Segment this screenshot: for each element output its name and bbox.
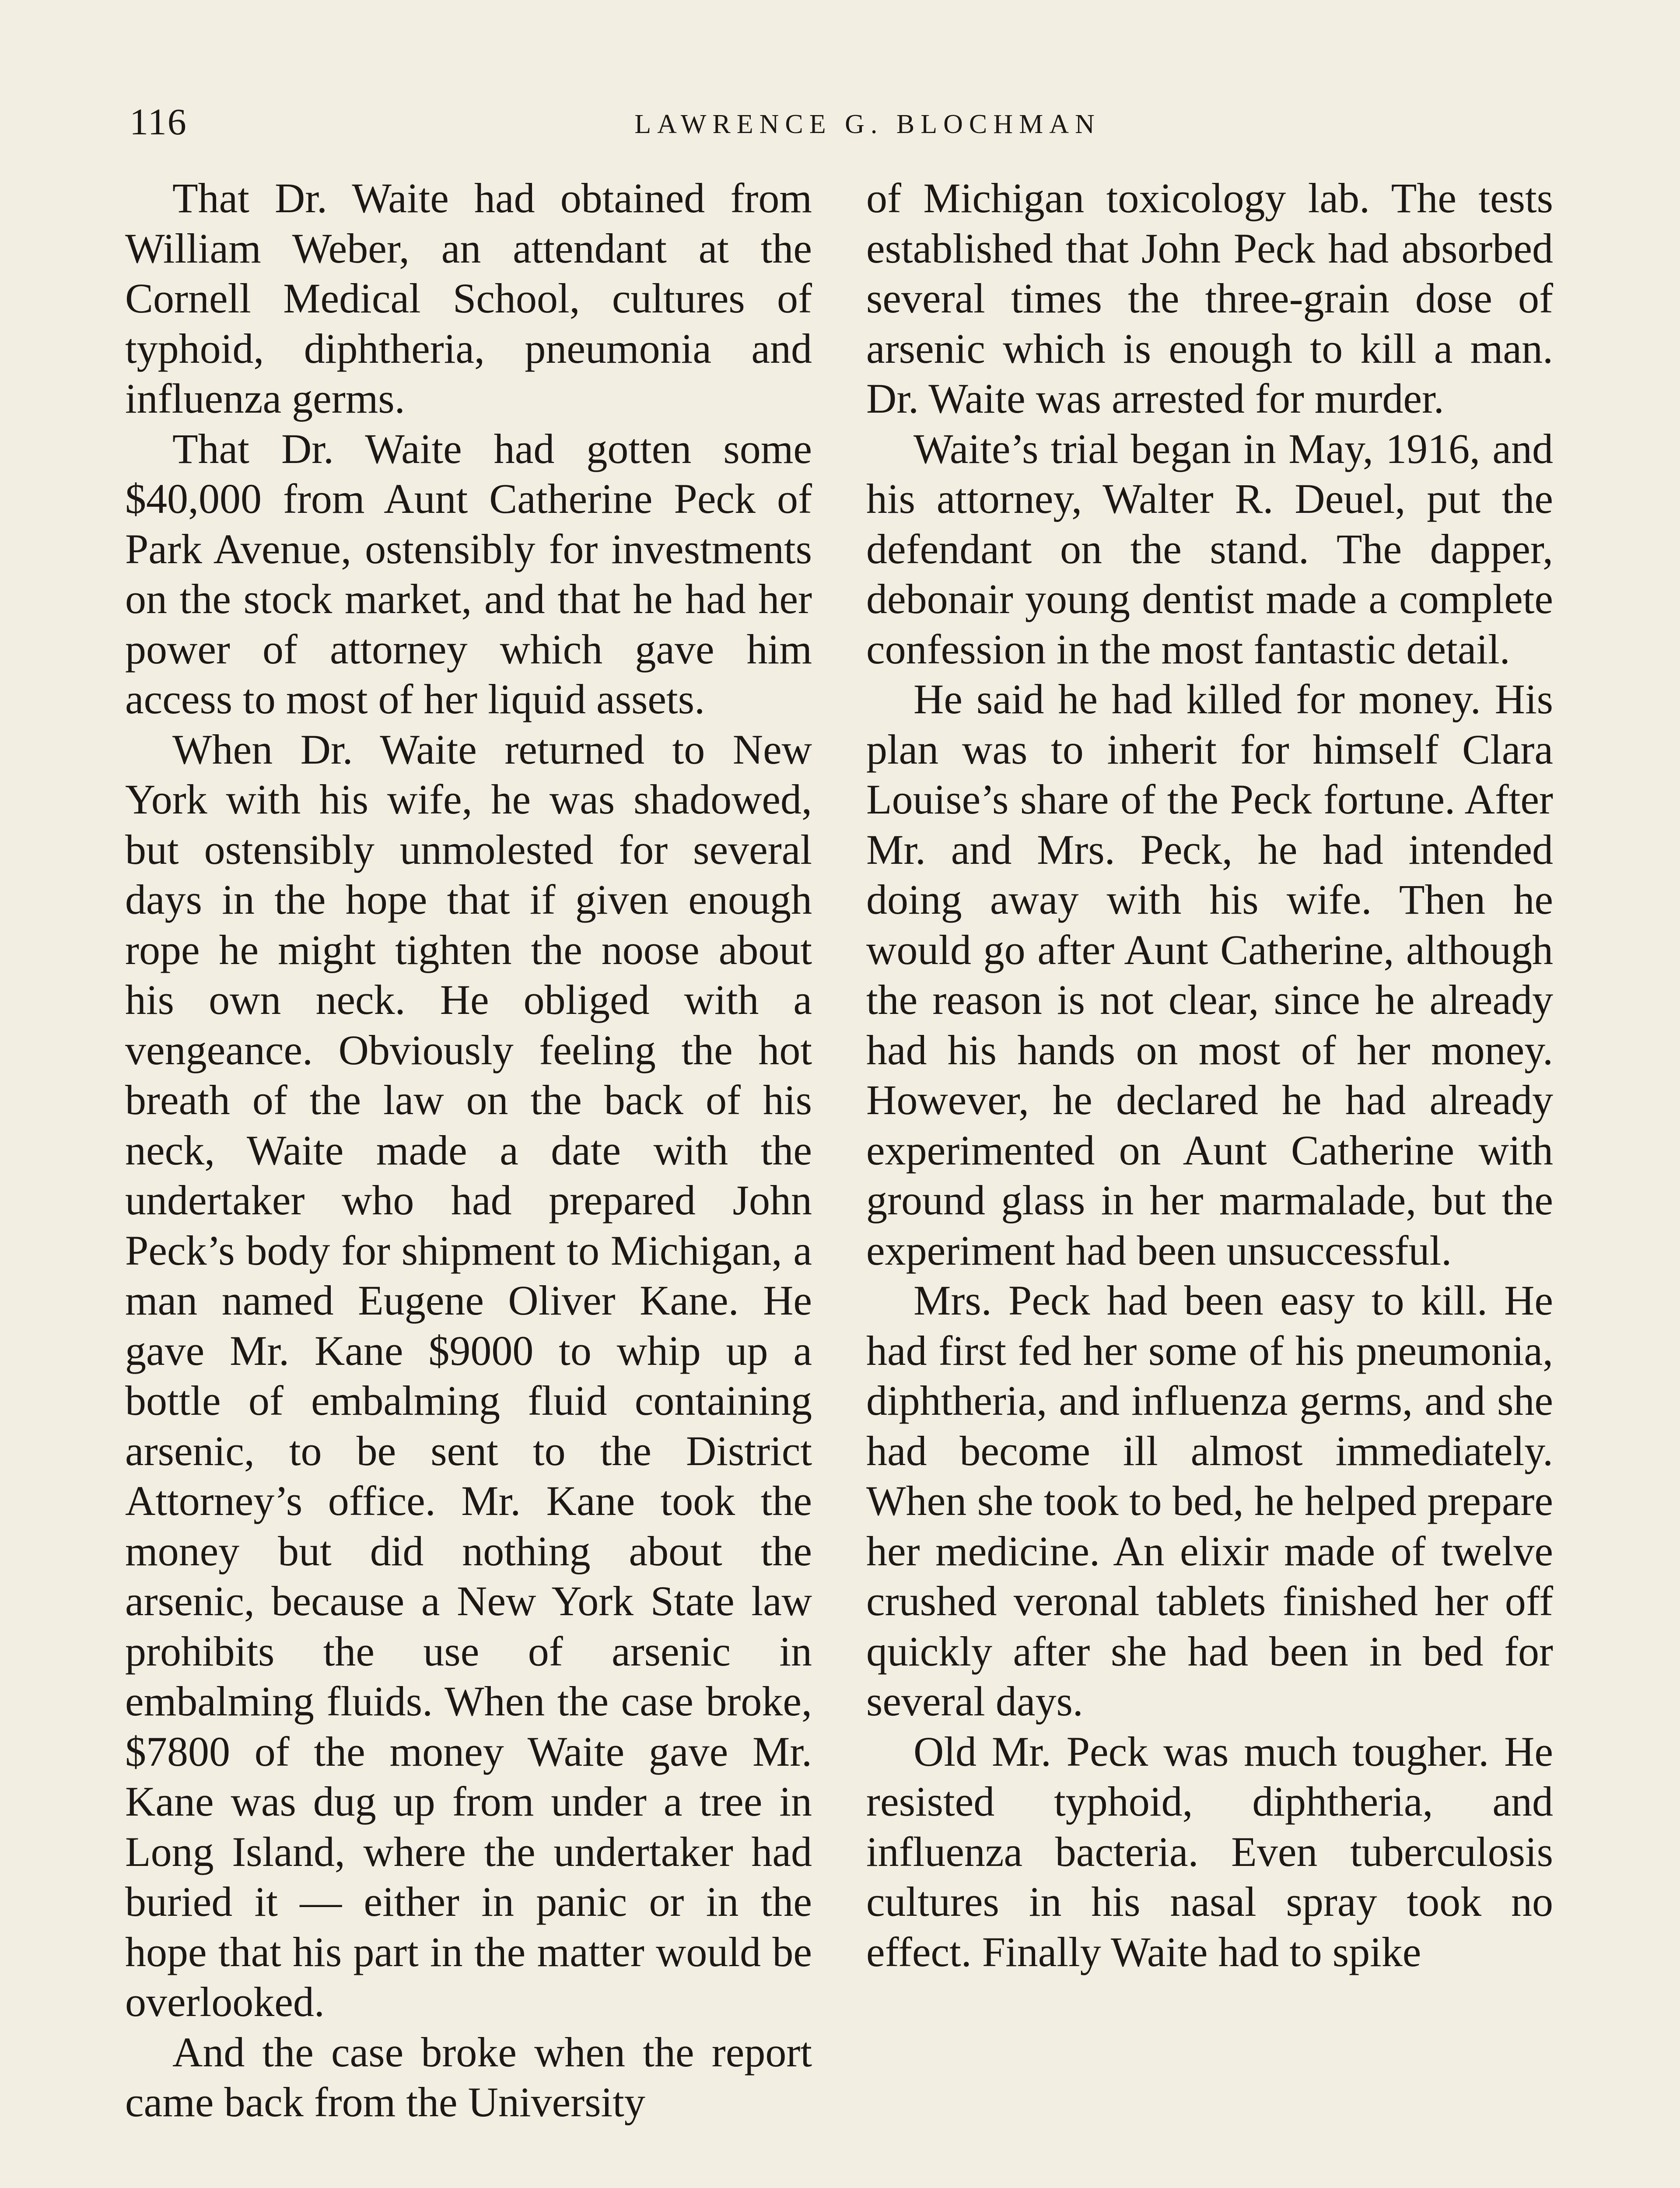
page-header [130,100,1553,152]
paragraph: And the case broke when the report came back from the University [125,2028,812,2125]
paragraph: He said he had killed for money. His plan was to inherit for himself Clara Louise’s share of the Peck fortune. After Mr. and Mrs. Peck, he had intended doing away with his wife. Then he would go after Aunt Catherine, although the reason is not clear, since he already had his hands on most of her money. However, he declared he had already experimented on Aunt Catherine with ground glass in her marmalade, but the experiment had been unsuccessful. [866,676,1553,1274]
text-columns [125,173,1553,2128]
page-number: 116 [130,101,187,143]
paragraph: That Dr. Waite had obtained from William Weber, an attendant at the Cornell Medical School, cultures of typhoid, diphtheria, pneumonia and influenza germs. [125,175,812,422]
right-column [866,173,1553,2128]
left-column [125,173,812,2128]
paragraph: Old Mr. Peck was much tougher. He resisted typhoid, diphtheria, and influenza bacteria. Even tuberculosis cultures in his nasal spray took no effect. Finally Waite had to spike [866,1728,1553,1975]
paragraph-continued: of Michigan toxicology lab. The tests established that John Peck had absorbed several times the three-grain dose of arsenic which is enough to kill a man. Dr. Waite was arrested for murder. [866,175,1553,422]
paragraph: That Dr. Waite had gotten some $40,000 from Aunt Catherine Peck of Park Avenue, ostensibly for investments on the stock market, and that he had her power of attorney which gave him access to most of her liquid assets. [125,425,812,722]
running-head-author: LAWRENCE G. BLOCHMAN [634,109,1101,139]
paragraph: Mrs. Peck had been easy to kill. He had first fed her some of his pneumonia, diphtheria, and influenza germs, and she had become ill almost immediately. When she took to bed, he helped prepare her medicine. An elixir made of twelve crushed veronal tablets finished her off quickly after she had been in bed for several days. [866,1277,1553,1725]
paragraph: When Dr. Waite returned to New York with his wife, he was shadowed, but ostensibly unmolested for several days in the hope that if given enough rope he might tighten the noose about his own neck. He obliged with a vengeance. Obviously feeling the hot breath of the law on the back of his neck, Waite made a date with the undertaker who had prepared John Peck’s body for shipment to Michigan, a man named Eugene Oliver Kane. He gave Mr. Kane $9000 to whip up a bottle of embalming fluid containing arsenic, to be sent to the District Attorney’s office. Mr. Kane took the money but did nothing about the arsenic, because a New York State law prohibits the use of arsenic in embalming fluids. When the case broke, $7800 of the money Waite gave Mr. Kane was dug up from under a tree in Long Island, where the undertaker had buried it — either in panic or in the hope that his part in the matter would be overlooked. [125,726,812,2025]
paragraph: Waite’s trial began in May, 1916, and his attorney, Walter R. Deuel, put the defendant on the stand. The dapper, debonair young dentist made a complete confession in the most fantastic detail. [866,425,1553,673]
